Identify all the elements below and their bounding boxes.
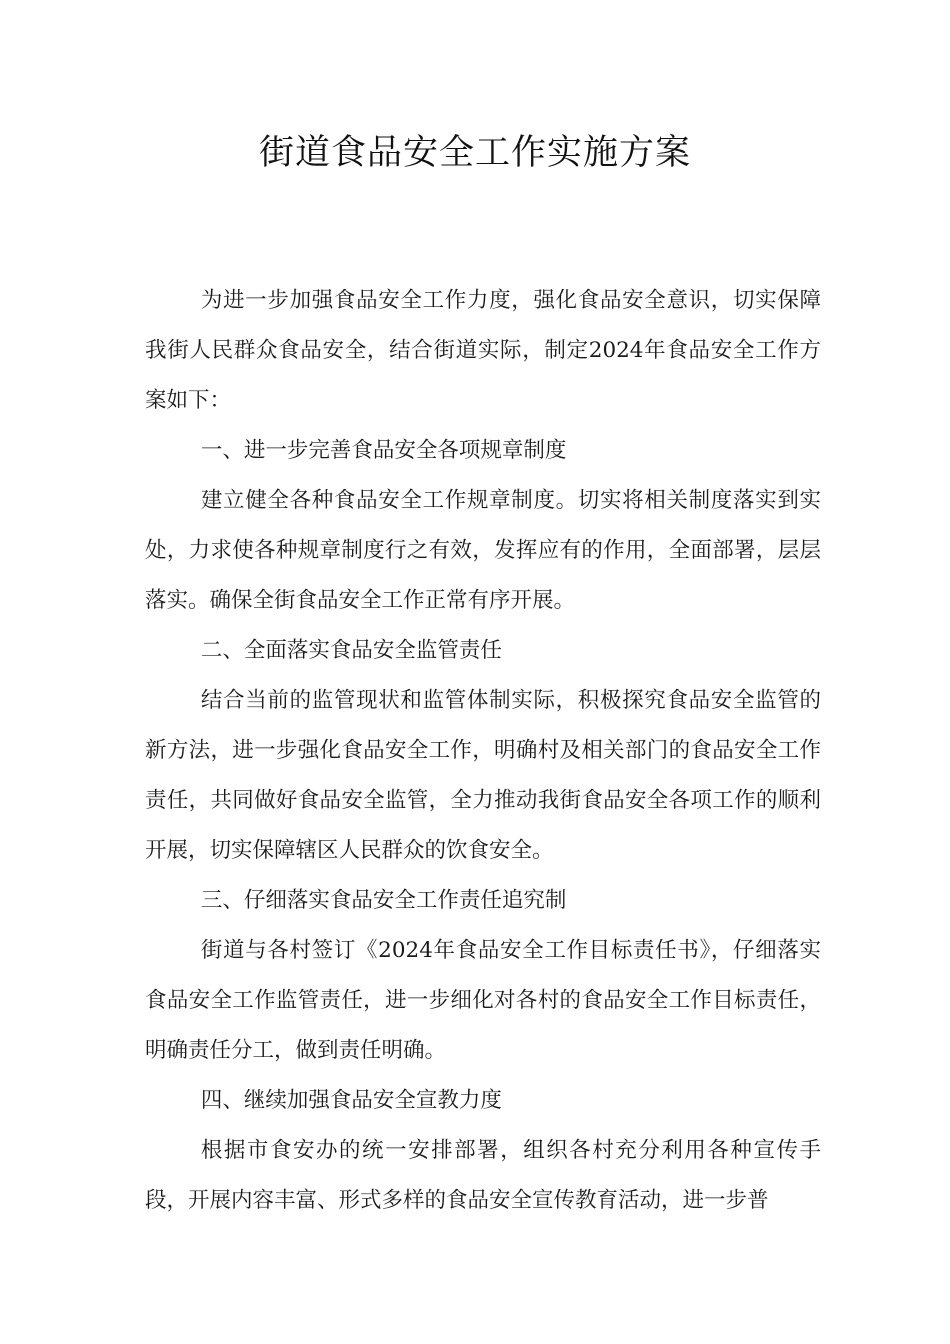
section-heading-3: 三、仔细落实食品安全工作责任追究制 (200, 888, 567, 913)
section-paragraph-4: 根据市食安办的统一安排部署，组织各村充分利用各种宣传手段，开展内容丰富、形式多样的食品安全宣传教育活动，进一步普 (145, 1138, 821, 1213)
section-heading-4: 四、继续加强食品安全宣教力度 (200, 1088, 502, 1113)
section-paragraph-2: 结合当前的监管现状和监管体制实际，积极探究食品安全监管的新方法，进一步强化食品安全工作，明确村及相关部门的食品安全工作责任，共同做好食品安全监管，全力推动我街食品安全各项工作的顺利开展，切实保障辖区人民群众的饮食安全。 (145, 688, 821, 863)
section-heading-1: 一、进一步完善食品安全各项规章制度 (200, 438, 567, 463)
document-title: 街道食品安全工作实施方案 (258, 133, 691, 173)
section-paragraph-1: 建立健全各种食品安全工作规章制度。切实将相关制度落实到实处，力求使各种规章制度行之有效，发挥应有的作用，全面部署，层层落实。确保全街食品安全工作正常有序开展。 (145, 488, 821, 613)
document-body (145, 276, 821, 1226)
intro-paragraph: 为进一步加强食品安全工作力度，强化食品安全意识，切实保障我街人民群众食品安全，结合街道实际，制定2024年食品安全工作方案如下： (145, 288, 821, 413)
section-paragraph-3: 街道与各村签订《2024年食品安全工作目标责任书》，仔细落实食品安全工作监管责任，进一步细化对各村的食品安全工作目标责任，明确责任分工，做到责任明确。 (145, 938, 821, 1063)
section-heading-2: 二、全面落实食品安全监管责任 (200, 638, 502, 663)
